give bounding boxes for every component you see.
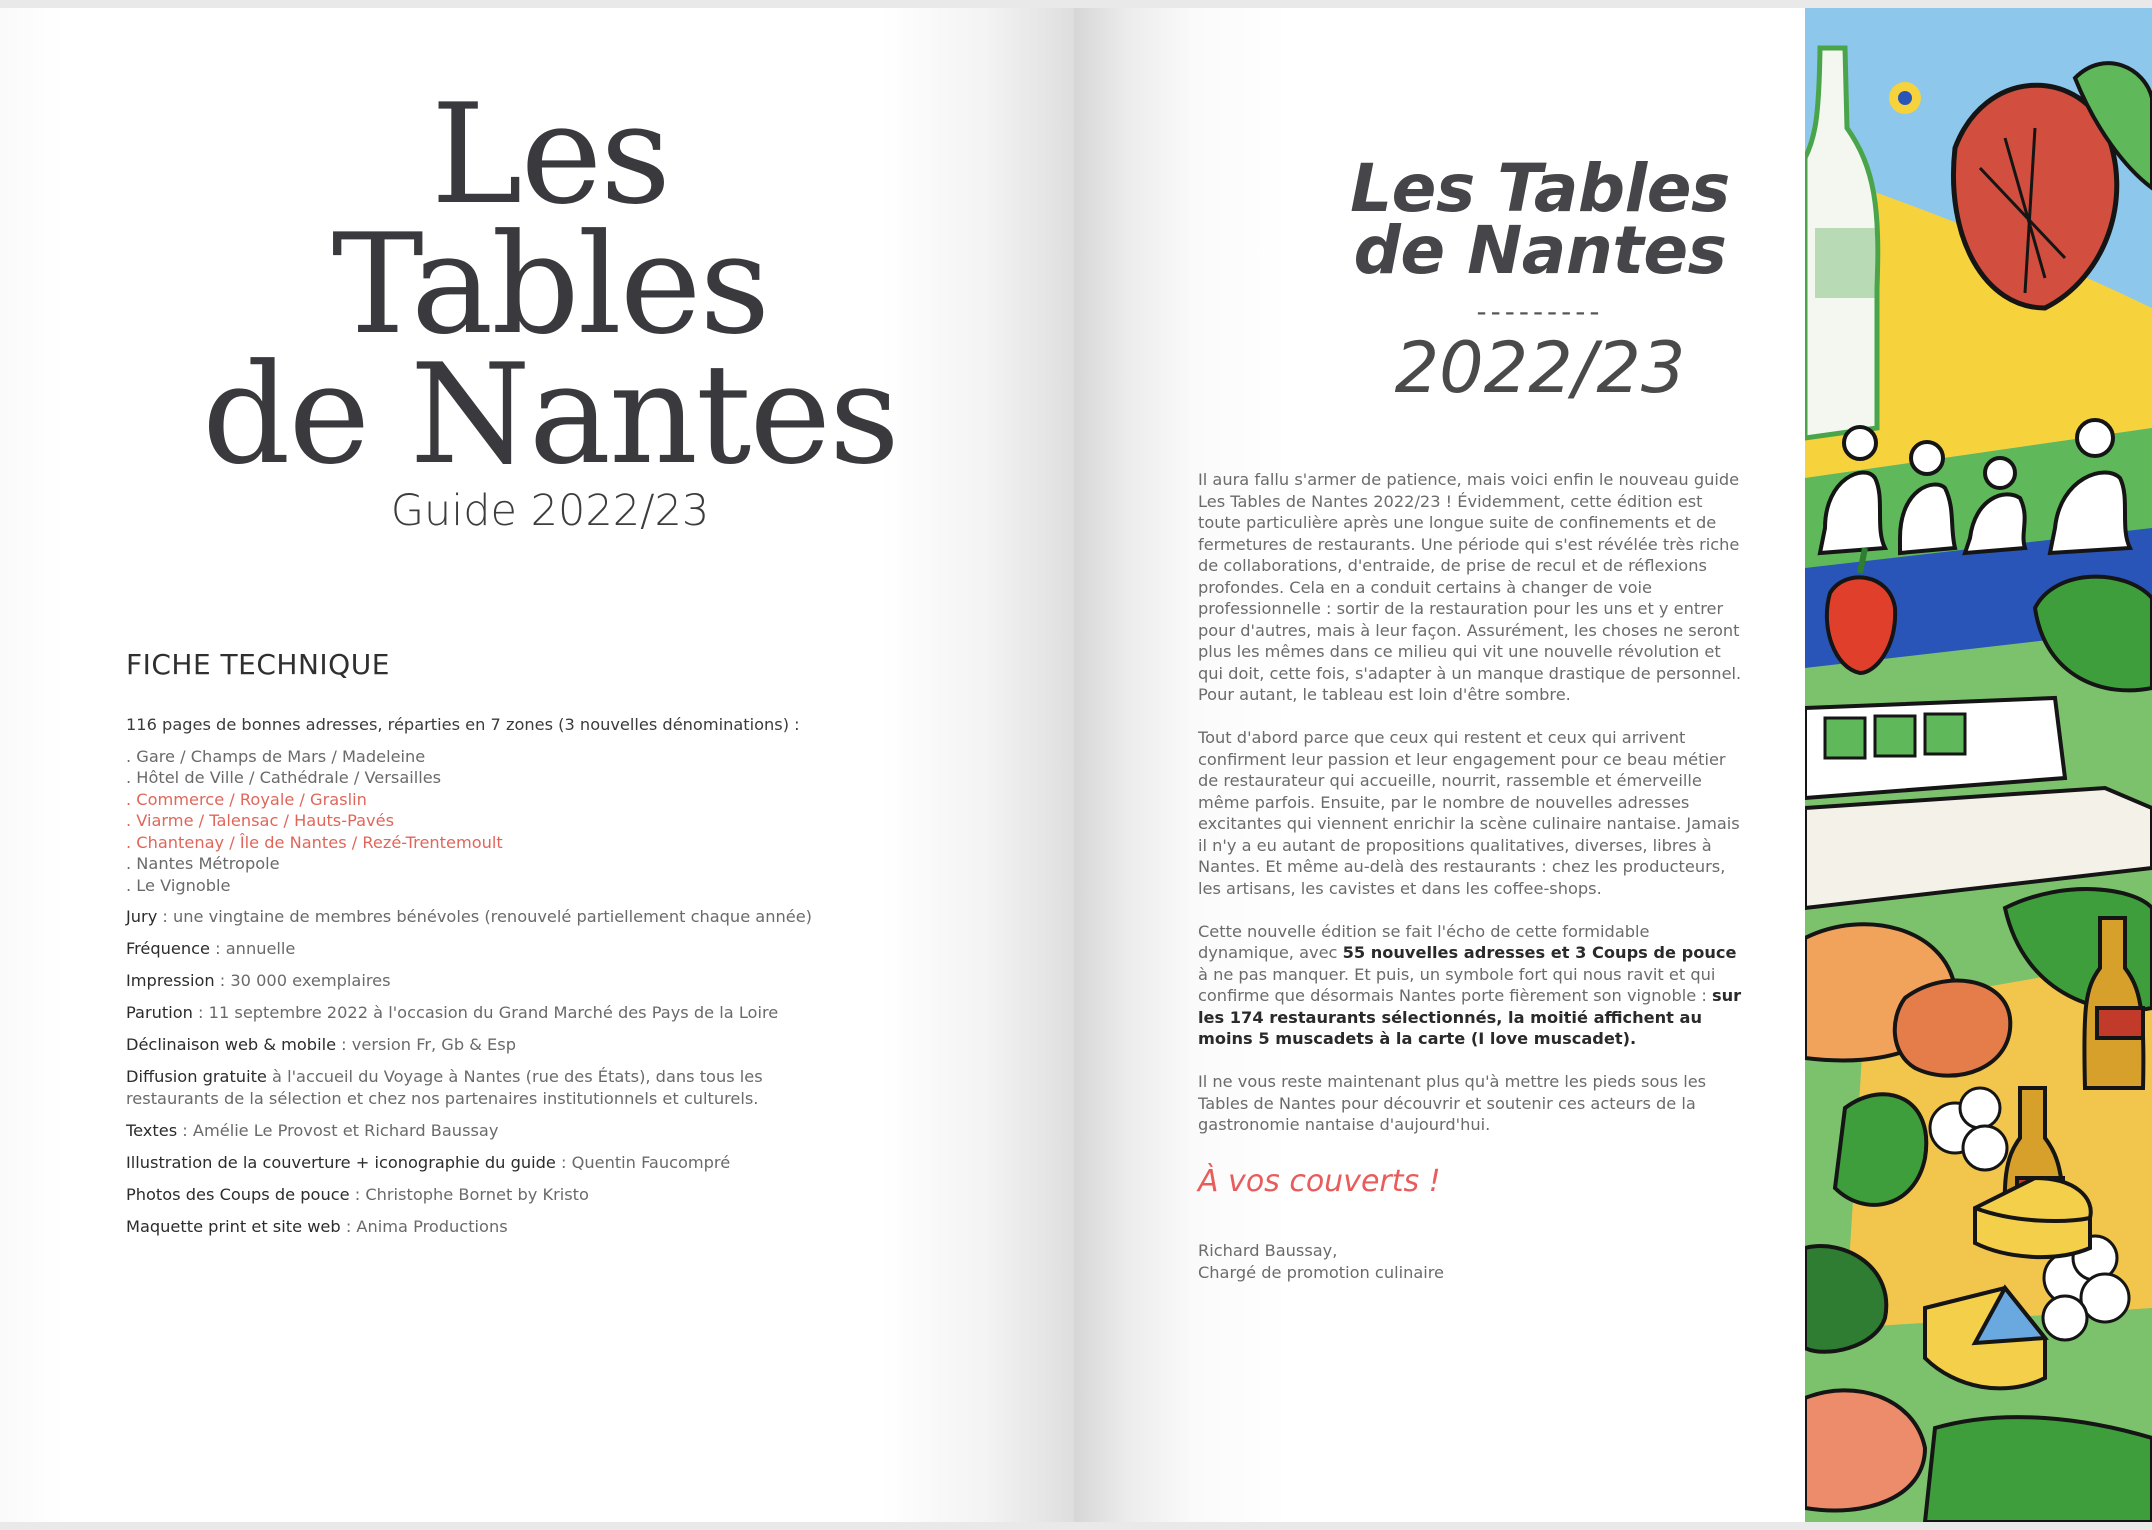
fiche-detail-value: Amélie Le Provost et Richard Baussay xyxy=(192,1120,499,1140)
zone-item: . Nantes Métropole xyxy=(126,854,280,873)
fiche-technique-heading: FICHE TECHNIQUE xyxy=(126,648,390,681)
fiche-detail-item xyxy=(126,1034,846,1056)
fiche-detail-separator: : xyxy=(340,1216,357,1236)
fiche-detail-label: Déclinaison web & mobile xyxy=(126,1035,337,1054)
fiche-detail-label: Photos des Coups de pouce xyxy=(126,1184,350,1204)
fiche-detail-value: 30 000 exemplaires xyxy=(230,971,391,990)
zone-item: . Le Vignoble xyxy=(126,875,231,895)
paragraph-3-bold-a: 55 nouvelles adresses et 3 Coups de pouce xyxy=(1342,943,1737,962)
fiche-detail-separator: : xyxy=(555,1152,572,1172)
title-divider: --------- xyxy=(1476,295,1604,328)
fiche-detail-item xyxy=(126,906,846,928)
paragraph-2: Tout d'abord parce que ceux qui restent et ceux qui arrivent confirment leur passion et leur engagement pour ce beau métier de restaurateur qui accueille, nourrit, rassemble et émerveille même parfois. Ensuite, par le nombre de nouvelles adresses excitantes qui viennent enrichir la scène culinaire nantaise. Jamais il n'y a eu autant de propositions qualitatives, diverses, libres à Nantes. Et même au-delà des restaurants : chez les producteurs, les artisans, les cavistes et dans les coffee-shops. xyxy=(1198,728,1740,898)
editorial-title-line1: Les Tables xyxy=(1350,150,1730,227)
signature xyxy=(1198,1240,1444,1283)
sign-off: À vos couverts ! xyxy=(1198,1164,1441,1199)
fiche-detail-value: Anima Productions xyxy=(356,1216,508,1236)
title-line-les: Les xyxy=(430,74,670,235)
author-name: Richard Baussay, xyxy=(1198,1241,1338,1260)
fiche-detail-separator: : xyxy=(214,971,231,990)
zone-item: . Hôtel de Ville / Cathédrale / Versailles xyxy=(126,768,442,787)
fiche-detail-label: Maquette print et site web xyxy=(126,1216,341,1236)
fiche-detail-item xyxy=(126,1002,846,1024)
fiche-detail-separator: : xyxy=(336,1035,352,1054)
guide-title xyxy=(200,74,900,536)
fiche-detail-separator: : xyxy=(349,1184,366,1204)
guide-subtitle: Guide 2022/23 xyxy=(390,486,710,536)
fiche-detail-label: Jury xyxy=(126,907,158,926)
edition-year: 2022/23 xyxy=(1394,327,1686,409)
fiche-detail-item xyxy=(126,1184,846,1206)
flower-icon xyxy=(1889,82,1921,114)
food-illustration xyxy=(1805,8,2152,1522)
fiche-detail-value: une vingtaine de membres bénévoles (renouvelé partiellement chaque année) xyxy=(173,907,812,926)
fiche-detail-label: Parution xyxy=(126,1003,193,1022)
fiche-detail-value: 11 septembre 2022 à l'occasion du Grand Marché des Pays de la Loire xyxy=(208,1003,779,1022)
editorial-title xyxy=(1250,150,1830,289)
zone-item: . Viarme / Talensac / Hauts-Pavés xyxy=(126,811,395,830)
fiche-detail-label: Fréquence xyxy=(126,939,211,958)
fiche-detail-item xyxy=(126,970,846,992)
paragraph-3-bold-d: sur les 174 restaurants sélectionnés, la moitié affichent au moins 5 muscadets à la carte (I love muscadet). xyxy=(1198,986,1742,1048)
zone-item: . Commerce / Royale / Graslin xyxy=(126,789,367,809)
fiche-detail-separator: : xyxy=(177,1120,193,1140)
editorial-title-line2: de Nantes xyxy=(1353,212,1727,289)
fiche-technique xyxy=(126,714,846,1248)
editorial-body xyxy=(1198,469,1744,1157)
zone-list xyxy=(126,746,846,897)
fiche-detail-value: annuelle xyxy=(225,939,296,958)
fiche-detail-label: Impression xyxy=(126,971,215,990)
title-line-tables: Tables xyxy=(331,204,769,365)
fiche-detail-label: Diffusion gratuite xyxy=(126,1067,267,1086)
fiche-detail-item xyxy=(126,938,846,960)
fiche-detail-item xyxy=(126,1120,846,1142)
fiche-detail-label: Illustration de la couverture + iconographie du guide xyxy=(126,1152,556,1172)
author-role: Chargé de promotion culinaire xyxy=(1198,1262,1445,1282)
fiche-detail-separator: : xyxy=(210,939,226,958)
fiche-detail-item xyxy=(126,1216,846,1238)
fiche-details xyxy=(126,906,846,1237)
paragraph-3-part-c: à ne pas manquer. Et puis, un symbole fort qui nous ravit et qui confirme que désormais Nantes porte fièrement son vignoble : xyxy=(1198,964,1716,1005)
magazine-spread xyxy=(0,8,2152,1522)
fiche-detail-item xyxy=(126,1152,846,1174)
fiche-detail-value: à l'accueil du Voyage à Nantes (rue des États), dans tous les restaurants de la sélection et chez nos partenaires institutionnels et culturels. xyxy=(126,1067,763,1108)
fiche-detail-separator: : xyxy=(192,1003,209,1022)
fiche-detail-value: Quentin Faucompré xyxy=(571,1152,731,1172)
fiche-detail-separator: : xyxy=(157,907,174,926)
zone-item: . Chantenay / Île de Nantes / Rezé-Trentemoult xyxy=(126,832,503,852)
fiche-detail-label: Textes xyxy=(126,1120,178,1140)
fiche-intro: 116 pages de bonnes adresses, réparties en 7 zones (3 nouvelles dénominations) : xyxy=(126,715,800,734)
left-page xyxy=(0,8,1074,1522)
paragraph-1: Il aura fallu s'armer de patience, mais voici enfin le nouveau guide Les Tables de Nantes 2022/23 ! Évidemment, cette édition est toute particulière après une longue suite de confinements et de fermetures de restaurants. Une période qui s'est révélée très riche de collaborations, d'entraide, de prise de recul et de réflexions profondes. Cela en a conduit certains à changer de voie professionnelle : sortir de la restauration pour les uns et y entrer pour d'autres, mais à leur façon. Assurément, les choses ne seront plus les mêmes dans ce milieu qui vit une nouvelle révolution et qui doit, cette fois, s'adapter à un manque drastique de personnel. Pour autant, le tableau est loin d'être sombre. xyxy=(1198,470,1742,704)
right-page xyxy=(1074,8,2152,1522)
fiche-detail-value: version Fr, Gb & Esp xyxy=(351,1035,516,1054)
paragraph-3 xyxy=(1198,921,1744,1050)
title-line-de-nantes: de Nantes xyxy=(202,334,898,495)
zone-item: . Gare / Champs de Mars / Madeleine xyxy=(126,746,426,766)
paragraph-3-part-a: Cette nouvelle édition se fait l'écho de cette formidable dynamique, avec xyxy=(1198,921,1650,962)
paragraph-4: Il ne vous reste maintenant plus qu'à mettre les pieds sous les Tables de Nantes pour découvrir et soutenir ces acteurs de la gastronomie nantaise d'aujourd'hui. xyxy=(1198,1072,1707,1134)
fiche-detail-value: Christophe Bornet by Kristo xyxy=(365,1184,589,1204)
fiche-detail-item xyxy=(126,1066,846,1109)
